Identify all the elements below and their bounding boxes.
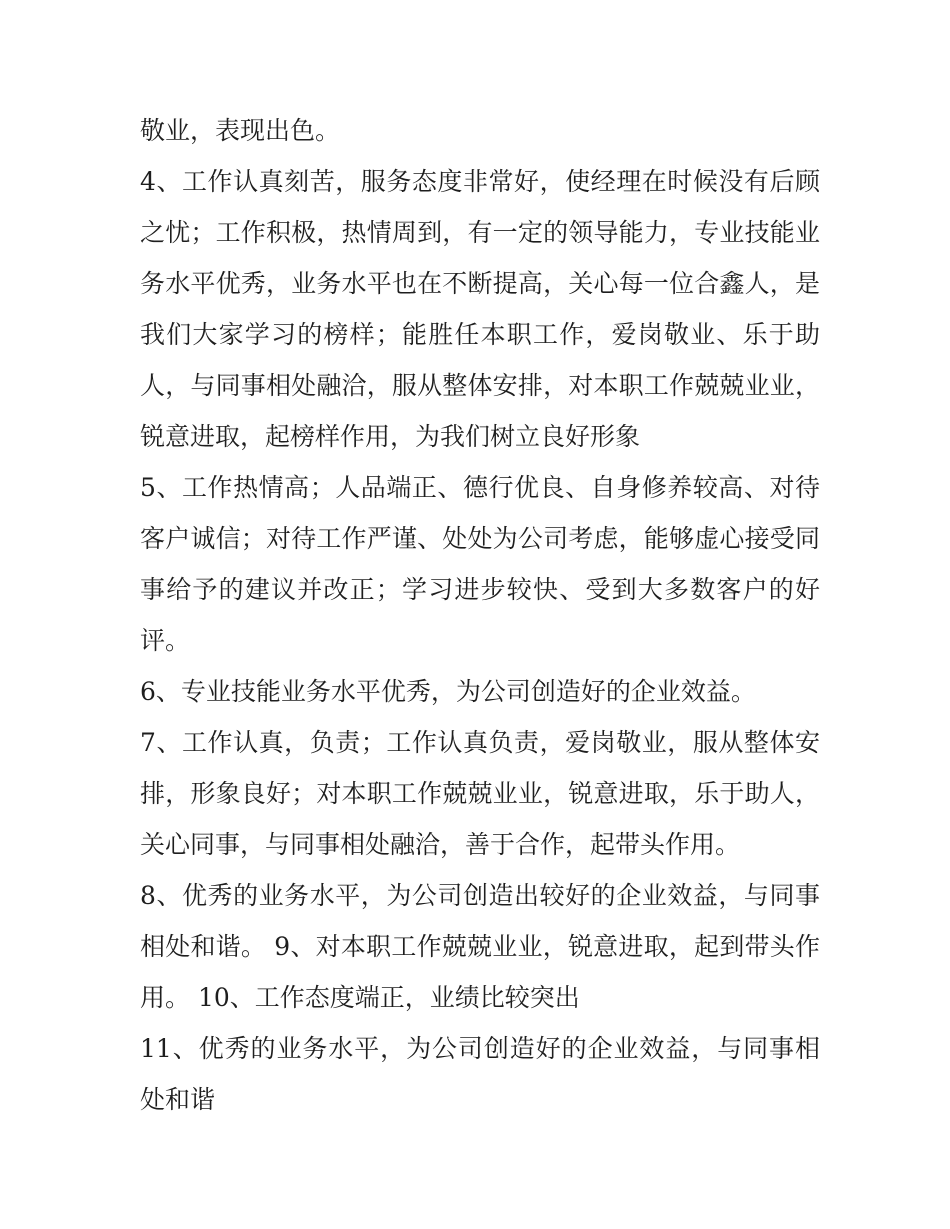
document-body [140,105,820,1125]
paragraph-continuation: 敬业，表现出色。 [140,116,341,145]
paragraph-item-7: 7、工作认真，负责；工作认真负责，爱岗敬业，服从整体安排，形象良好；对本职工作兢兢业业，锐意进取，乐于助人，关心同事，与同事相处融洽，善于合作，起带头作用。 [140,728,820,859]
paragraph-item-11: 11、优秀的业务水平，为公司创造好的企业效益，与同事相处和谐 [140,1034,820,1114]
paragraph-item-5: 5、工作热情高；人品端正、德行优良、自身修养较高、对待客户诚信；对待工作严谨、处处为公司考虑，能够虚心接受同事给予的建议并改正；学习进步较快、受到大多数客户的好评。 [140,473,820,655]
paragraph-item-6: 6、专业技能业务水平优秀，为公司创造好的企业效益。 [140,677,756,706]
paragraph-item-4: 4、工作认真刻苦，服务态度非常好，使经理在时候没有后顾之忧；工作积极，热情周到，有一定的领导能力，专业技能业务水平优秀，业务水平也在不断提高，关心每一位合鑫人，是我们大家学习的榜样；能胜任本职工作，爱岗敬业、乐于助人，与同事相处融洽，服从整体安排，对本职工作兢兢业业，锐意进取，起榜样作用，为我们树立良好形象 [140,167,820,451]
paragraph-item-8-9-10: 8、优秀的业务水平，为公司创造出较好的企业效益，与同事相处和谐。 9、对本职工作兢兢业业，锐意进取，起到带头作用。 10、工作态度端正，业绩比较突出 [140,881,820,1012]
